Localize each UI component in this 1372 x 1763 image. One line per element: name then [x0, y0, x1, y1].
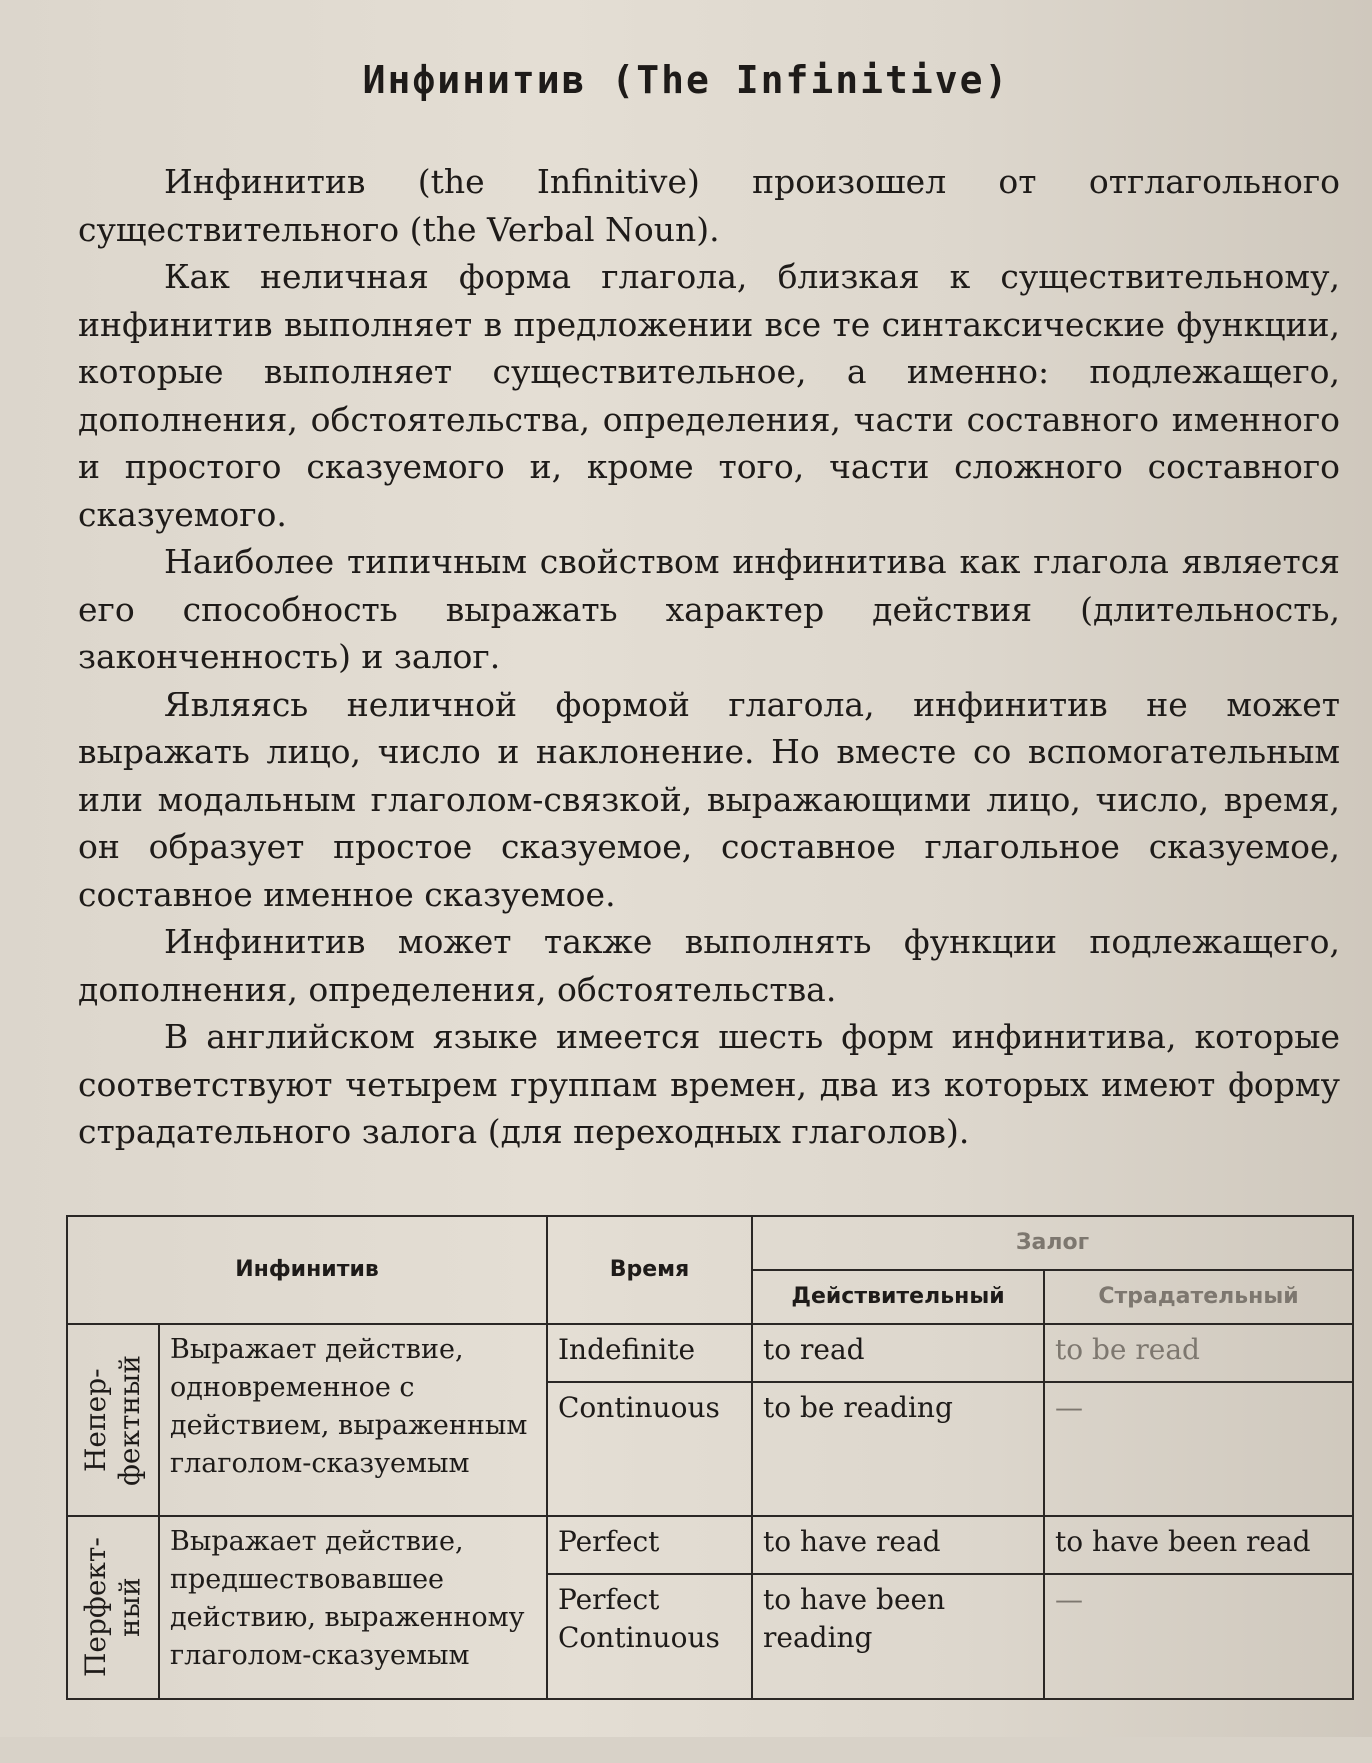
header-voice: Залог	[752, 1216, 1353, 1270]
infinitive-forms-table	[66, 1215, 1354, 1700]
paragraph: Являясь неличной формой глагола, инфинитив не может выражать лицо, число и наклонение. Но вместе со вспомогательным или модальным глаголом-связкой, выражающими лицо, число, время, он образует простое сказуемое, составное глагольное сказуемое, составное именное сказуемое.	[78, 684, 1340, 914]
group-label-cell	[67, 1324, 159, 1516]
tense-cell: Perfect Continuous	[547, 1574, 752, 1699]
group-description: Выражает действие, одновременное с действием, выраженным глаголом-сказуемым	[159, 1324, 547, 1516]
tense-cell: Perfect	[547, 1516, 752, 1574]
header-infinitive: Инфинитив	[67, 1216, 547, 1324]
passive-form-cell: to be read	[1044, 1324, 1353, 1382]
passive-form-cell: —	[1044, 1574, 1353, 1699]
passive-form-cell: —	[1044, 1382, 1353, 1516]
paragraph: Инфинитив (the Infinitive) произошел от отглагольного существительного (the Verbal Noun).	[78, 162, 1340, 249]
body-text	[78, 158, 1340, 1156]
active-form-cell: to have been reading	[752, 1574, 1044, 1699]
paragraph: Инфинитив может также выполнять функции подлежащего, дополнения, определения, обстоятельства.	[78, 922, 1340, 1009]
header-active: Действительный	[752, 1270, 1044, 1324]
header-tense: Время	[547, 1216, 752, 1324]
active-form-cell: to be reading	[752, 1382, 1044, 1516]
active-form-cell: to read	[752, 1324, 1044, 1382]
group-label: Непер-фектный	[79, 1354, 146, 1486]
header-passive: Страдательный	[1044, 1270, 1353, 1324]
tense-cell: Indefinite	[547, 1324, 752, 1382]
page-title: Инфинитив (The Infinitive)	[362, 58, 1010, 102]
passive-form-cell: to have been read	[1044, 1516, 1353, 1574]
paragraph: В английском языке имеется шесть форм инфинитива, которые соответствуют четырем группам времен, два из которых имеют форму страдательного залога (для переходных глаголов).	[78, 1017, 1340, 1151]
group-label: Перфект-ный	[79, 1537, 146, 1678]
group-description: Выражает действие, предшествовавшее действию, выраженному глаголом-сказуемым	[159, 1516, 547, 1699]
table-row	[67, 1324, 1353, 1382]
active-form-cell: to have read	[752, 1516, 1044, 1574]
table-header-row	[67, 1216, 1353, 1270]
paragraph: Наиболее типичным свойством инфинитива как глагола является его способность выражать характер действия (длительность, законченность) и залог.	[78, 542, 1340, 676]
table-row	[67, 1516, 1353, 1574]
tense-cell: Continuous	[547, 1382, 752, 1516]
paragraph: Как неличная форма глагола, близкая к существительному, инфинитив выполняет в предложении все те синтаксические функции, которые выполняет существительное, а именно: подлежащего, дополнения, обстоятельства, определения, части составного именного и простого сказуемого и, кроме того, части сложного составного сказуемого.	[78, 257, 1340, 534]
group-label-cell	[67, 1516, 159, 1699]
